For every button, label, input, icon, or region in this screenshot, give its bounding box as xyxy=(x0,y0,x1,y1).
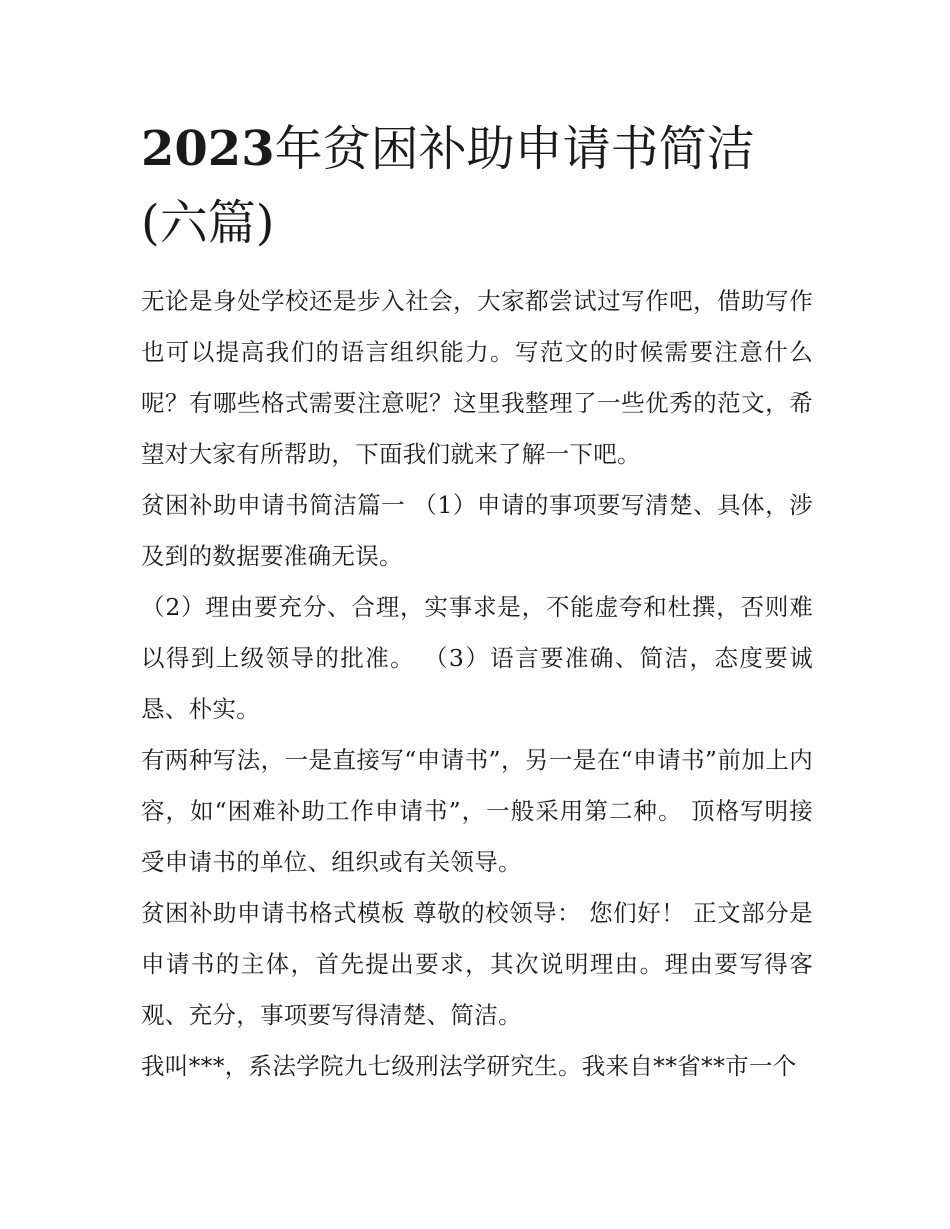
paragraph-writing-methods: 有两种写法，一是直接写“申请书”，另一是在“申请书”前加上内容，如“困难补助工作申请书”，一般采用第二种。 顶格写明接受申请书的单位、组织或有关领导。 xyxy=(141,746,813,876)
title-year: 2023 xyxy=(141,121,275,177)
paragraph-self-introduction: 我叫***，系法学院九七级刑法学研究生。我来自**省**市一个 xyxy=(141,1052,797,1080)
document-body xyxy=(141,276,813,1092)
paragraph-intro: 无论是身处学校还是步入社会，大家都尝试过写作吧，借助写作也可以提高我们的语言组织能力。写范文的时候需要注意什么呢？有哪些格式需要注意呢？这里我整理了一些优秀的范文，希望对大家有所帮助，下面我们就来了解一下吧。 xyxy=(141,287,813,468)
paragraph-reasons: （2）理由要充分、合理，实事求是，不能虚夸和杜撰，否则难以得到上级领导的批准。 （3）语言要准确、简洁，态度要诚恳、朴实。 xyxy=(141,593,813,723)
paragraph-part-one: 贫困补助申请书简洁篇一 （1）申请的事项要写清楚、具体，涉及到的数据要准确无误。 xyxy=(141,491,813,570)
document-title xyxy=(141,112,821,260)
title-text: 年贫困补助申请书简洁(六篇) xyxy=(141,121,755,251)
paragraph-format-template: 贫困补助申请书格式模板 尊敬的校领导： 您们好！ 正文部分是申请书的主体，首先提出要求，其次说明理由。理由要写得客观、充分，事项要写得清楚、简洁。 xyxy=(141,899,813,1029)
